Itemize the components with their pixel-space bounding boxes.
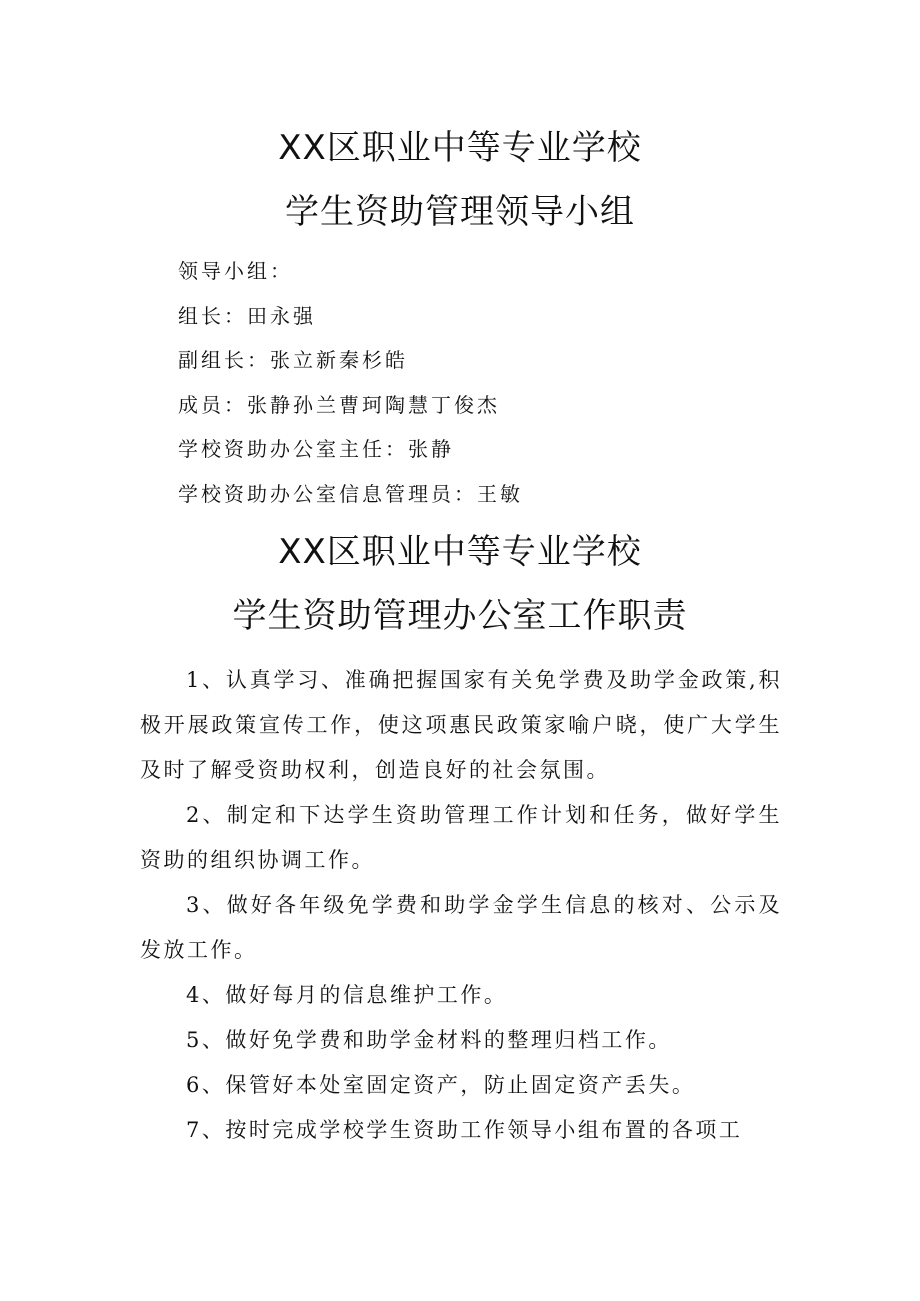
duty-item-1: 1、认真学习、准确把握国家有关免学费及助学金政策,积极开展政策宣传工作，使这项惠民政策家喻户晓，使广大学生及时了解受资助权利，创造良好的社会氛围。 [140,668,782,782]
group-leader-line: 组长：田永强 [178,303,316,328]
duty-item-5: 5、做好免学费和助学金材料的整理归档工作。 [186,1028,672,1052]
leadership-member-list [178,256,838,523]
school-name-heading-2: XX区职业中等专业学校 [278,532,642,572]
duties-list [140,658,782,1153]
duty-item-6: 6、保管好本处室固定资产，防止固定资产丢失。 [186,1073,696,1097]
duty-item-3: 3、做好各年级免学费和助学金学生信息的核对、公示及发放工作。 [140,893,782,962]
group-title-heading: 学生资助管理领导小组 [285,192,635,232]
members-line: 成员：张静孙兰曹珂陶慧丁俊杰 [178,392,500,417]
duties-title-heading: 学生资助管理办公室工作职责 [232,596,688,636]
leadership-group-label: 领导小组： [178,259,293,283]
school-name-heading: XX区职业中等专业学校 [278,128,642,168]
info-manager-line: 学校资助办公室信息管理员：王敏 [178,481,523,506]
office-director-line: 学校资助办公室主任：张静 [178,437,454,461]
duty-item-7: 7、按时完成学校学生资助工作领导小组布置的各项工 [186,1118,743,1142]
deputy-leader-line: 副组长：张立新秦杉皓 [178,348,408,372]
duty-item-2: 2、制定和下达学生资助管理工作计划和任务，做好学生资助的组织协调工作。 [140,803,782,872]
duty-item-4: 4、做好每月的信息维护工作。 [186,983,508,1007]
